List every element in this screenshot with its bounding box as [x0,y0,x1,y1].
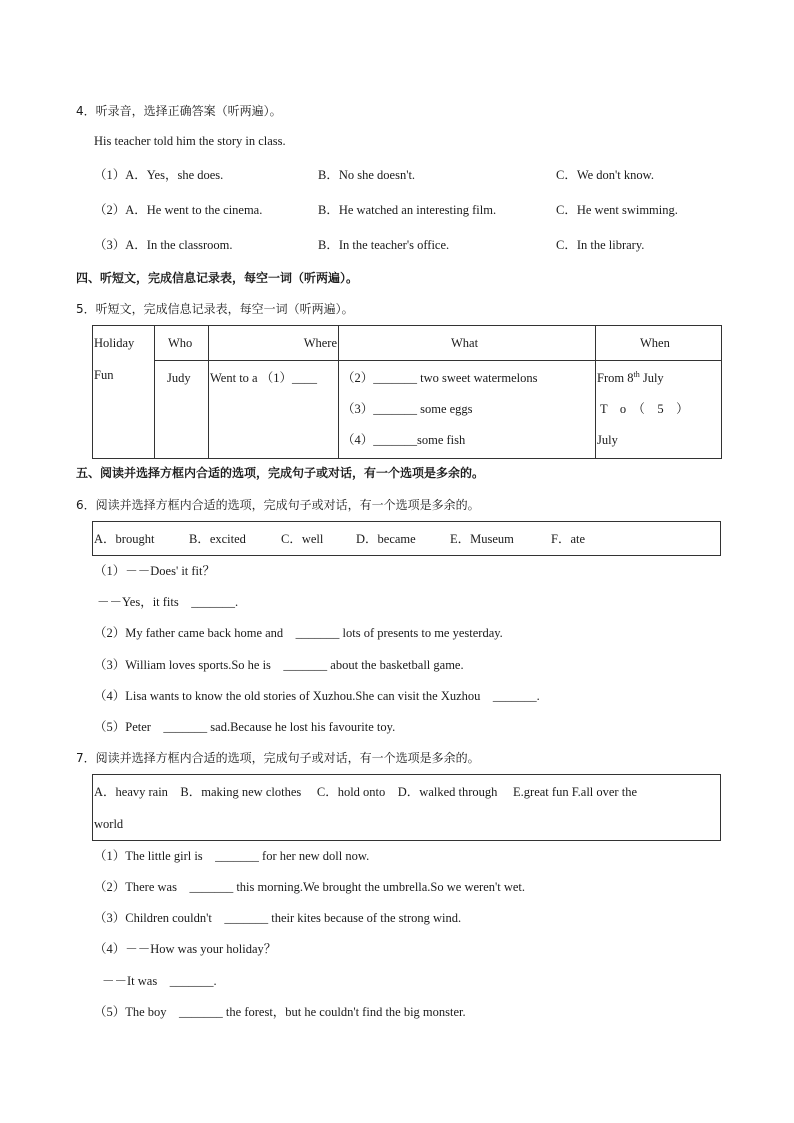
q6-option-c: C．well [281,532,324,546]
what-header-cell [339,326,596,361]
q6-option-b: B．excited [189,532,246,546]
q7-options-line-2: world [94,817,124,831]
when-header-cell [596,326,722,361]
q6-title: 6．阅读并选择方框内合适的选项，完成句子或对话，有一个选项是多余的。 [76,498,480,512]
when-from-post: July [639,371,664,385]
holiday-cell [93,326,155,459]
q7-options-line-1: A．heavy rain B．making new clothes C．hold onto D．walked through E.great fun F.all over the [94,785,637,799]
q4-prompt: His teacher told him the story in class. [94,134,286,148]
info-record-table [92,325,722,459]
when-month: July [597,433,618,447]
q6-options-box [92,521,721,556]
q4-1-option-a: （1）A．Yes，she does. [94,168,224,182]
who-header: Who [168,336,193,350]
when-from [597,370,664,386]
q6-item-4: （4）Lisa wants to know the old stories of Xuzhou.She can visit the Xuzhou _______. [94,689,540,703]
q6-option-a: A．brought [94,532,155,546]
when-to: T o （ 5 ） [600,402,689,416]
q6-item-1: （1）－－Does' it fit？ [94,564,215,578]
when-value-cell [596,361,722,459]
q7-item-2: （2）There was _______ this morning.We brought the umbrella.So we weren't wet. [94,880,526,894]
q4-title: 4．听录音，选择正确答案（听两遍）。 [76,104,282,118]
q4-3-option-a: （3）A．In the classroom. [94,238,233,252]
q4-2-option-c: C．He went swimming. [556,203,678,217]
q6-item-1-answer: －－Yes，it fits _______. [97,595,239,609]
q4-3-option-c: C．In the library. [556,238,645,252]
what-item-2: （2）_______ two sweet watermelons [342,371,538,385]
q7-item-1: （1）The little girl is _______ for her new doll now. [94,849,370,863]
section-5-heading: 五、阅读并选择方框内合适的选项，完成句子或对话，有一个选项是多余的。 [76,466,485,480]
q7-item-4: （4）－－How was your holiday？ [94,942,277,956]
q7-title: 7．阅读并选择方框内合适的选项，完成句子或对话，有一个选项是多余的。 [76,751,480,765]
q7-options-box [92,774,721,841]
q7-item-5: （5）The boy _______ the forest，but he couldn't find the big monster. [94,1005,466,1019]
when-header: When [640,336,670,350]
what-item-4: （4）_______some fish [342,433,466,447]
fun-label: Fun [94,368,114,382]
q6-item-3: （3）William loves sports.So he is _______ about the basketball game. [94,658,464,672]
where-value: Went to a （1）____ [210,371,317,385]
what-item-3: （3）_______ some eggs [342,402,473,416]
section-4-heading: 四、听短文，完成信息记录表，每空一词（听两遍）。 [76,271,359,285]
who-value: Judy [167,371,191,385]
q6-option-d: D．became [356,532,416,546]
when-from-sup: th [633,369,640,379]
q6-option-e: E．Museum [450,532,514,546]
who-value-cell [155,361,209,459]
holiday-label: Holiday [94,336,135,350]
q4-2-option-b: B．He watched an interesting film. [318,203,497,217]
where-header: Where [303,336,337,350]
when-from-pre: From 8 [597,371,634,385]
q4-1-option-c: C．We don't know. [556,168,654,182]
q6-option-f: F．ate [551,532,586,546]
q6-item-2: （2）My father came back home and _______ lots of presents to me yesterday. [94,626,503,640]
where-value-cell [209,361,339,459]
what-value-cell [339,361,596,459]
q7-item-4-answer: －－It was _______. [102,974,217,988]
q4-1-option-b: B．No she doesn't. [318,168,416,182]
q6-item-5: （5）Peter _______ sad.Because he lost his favourite toy. [94,720,396,734]
where-header-cell [209,326,339,361]
who-header-cell [155,326,209,361]
q4-2-option-a: （2）A．He went to the cinema. [94,203,263,217]
q4-3-option-b: B．In the teacher's office. [318,238,450,252]
q7-item-3: （3）Children couldn't _______ their kites because of the strong wind. [94,911,462,925]
what-header: What [451,336,479,350]
q5-title: 5．听短文，完成信息记录表，每空一词（听两遍）。 [76,302,354,316]
